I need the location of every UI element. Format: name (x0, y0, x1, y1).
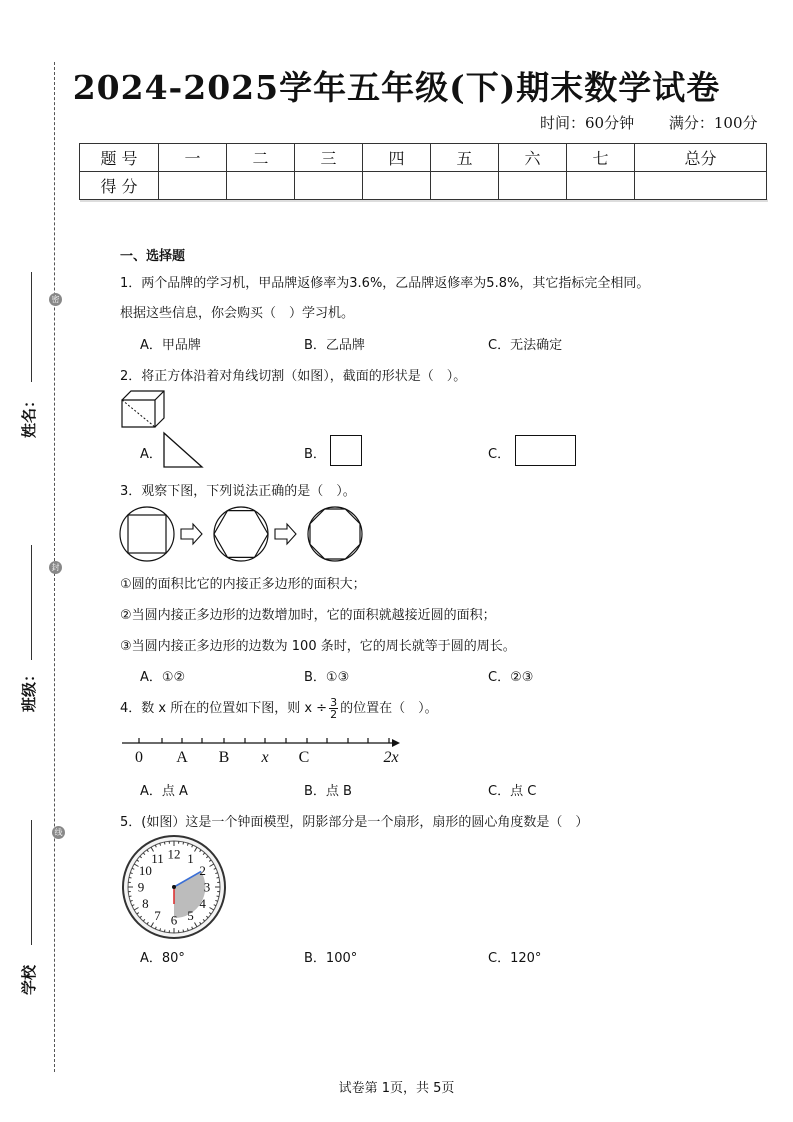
axis-label-x: x (261, 749, 269, 765)
triangle-shape (162, 431, 206, 469)
clock-tick (129, 877, 131, 878)
clock-number: 10 (138, 863, 152, 878)
arrow-right-icon (392, 739, 400, 747)
school-label: 学校 (20, 964, 38, 995)
name-underline (31, 272, 32, 382)
table-cell: 四 (363, 144, 431, 172)
table-cell: 一 (159, 144, 227, 172)
q1-stem-line1: 1．两个品牌的学习机，甲品牌返修率为3.6%，乙品牌返修率为5.8%，其它指标完全相同。 (120, 276, 650, 291)
class-underline (31, 545, 32, 660)
circle-2 (214, 507, 268, 561)
q3-stem: 3．观察下图，下列说法正确的是（ ）。 (120, 484, 356, 499)
q5-option-a[interactable]: A．80° (140, 951, 185, 966)
q1-stem-line2: 根据这些信息，你会购买（ ）学习机。 (120, 306, 355, 321)
page-footer: 试卷第 1页，共 5页 (338, 1081, 455, 1096)
table-cell: 六 (499, 144, 567, 172)
q4-option-c[interactable]: C．点 C (488, 784, 537, 799)
table-cell: 得 分 (80, 172, 159, 200)
q3-statement-2: ②当圆内接正多边形的边数增加时，它的面积就越接近圆的面积； (120, 608, 496, 623)
seal-xian: 线 (52, 826, 65, 839)
inscribed-polygons-figure (118, 505, 368, 563)
table-cell: 题 号 (80, 144, 159, 172)
clock-number: 8 (142, 896, 149, 911)
score-input-cell[interactable] (363, 172, 431, 200)
score-input-cell[interactable] (567, 172, 635, 200)
arrow-right-icon (275, 524, 296, 544)
clock-number: 11 (151, 850, 164, 866)
clock-tick (183, 842, 184, 844)
q4-stem-suffix: 的位置在（ ）。 (340, 701, 438, 716)
q3-option-a[interactable]: A．①② (140, 670, 186, 685)
score-input-cell[interactable] (295, 172, 363, 200)
school-underline (31, 820, 32, 945)
q3-statement-3: ③当圆内接正多边形的边数为 100 条时，它的周长就等于圆的周长。 (120, 639, 516, 654)
score-input-cell[interactable] (499, 172, 567, 200)
table-cell: 总分 (635, 144, 767, 172)
inscribed-square (128, 515, 166, 553)
name-label: 姓名： (20, 392, 38, 438)
axis-label-0: 0 (135, 749, 143, 765)
page-title: 2024-2025学年五年级(下)期末数学试卷 (72, 68, 721, 107)
inscribed-octagon (310, 509, 360, 559)
q2-option-a[interactable]: A． (140, 447, 162, 462)
clock-number: 5 (187, 908, 194, 924)
q4-option-a[interactable]: A．点 A (140, 784, 188, 799)
clock-face-figure (121, 834, 227, 940)
score-table-header-row (80, 144, 767, 172)
inscribed-hexagon (214, 511, 268, 558)
clock-number: 3 (203, 879, 211, 895)
table-cell: 三 (295, 144, 363, 172)
q2-option-b[interactable]: B． (304, 447, 326, 462)
q4-option-b[interactable]: B．点 B (304, 784, 352, 799)
score-table (79, 143, 767, 200)
seal-feng: 封 (49, 561, 62, 574)
clock-number: 12 (167, 846, 181, 862)
q5-stem: 5．(如图）这是一个钟面模型，阴影部分是一个扇形，扇形的圆心角度数是（ ） (120, 815, 589, 830)
clock-tick (129, 896, 131, 897)
q4-stem-prefix: 4．数 x 所在的位置如下图，则 x ÷ (120, 701, 328, 716)
class-label: 班级： (20, 666, 38, 712)
fraction (329, 697, 338, 720)
q3-option-c[interactable]: C．②③ (488, 670, 534, 685)
clock-number: 7 (154, 908, 161, 924)
clock-tick (164, 930, 165, 932)
table-cell: 五 (431, 144, 499, 172)
seal-mi: 密 (49, 293, 62, 306)
fraction-denominator: 2 (330, 708, 338, 721)
circle-3 (308, 507, 362, 561)
score-table-score-row (80, 172, 767, 200)
score-input-cell[interactable] (159, 172, 227, 200)
exam-full-score: 满分：100分 (668, 114, 758, 132)
q2-option-c[interactable]: C． (488, 447, 511, 462)
axis-label-c: C (298, 749, 310, 765)
section-heading: 一、选择题 (120, 249, 186, 264)
clock-tick (183, 930, 184, 932)
clock-number: 6 (170, 912, 178, 928)
clock-number: 2 (199, 863, 206, 878)
arrow-right-icon (181, 524, 202, 544)
score-input-cell[interactable] (431, 172, 499, 200)
clock-tick (217, 877, 219, 878)
q3-option-b[interactable]: B．①③ (304, 670, 350, 685)
number-line-figure (120, 733, 405, 765)
score-input-cell[interactable] (635, 172, 767, 200)
q5-option-c[interactable]: C．120° (488, 951, 542, 966)
q3-statement-1: ①圆的面积比它的内接正多边形的面积大； (120, 577, 366, 592)
cube-figure (119, 388, 167, 430)
q5-option-b[interactable]: B．100° (304, 951, 358, 966)
clock-tick (164, 842, 165, 844)
score-input-cell[interactable] (227, 172, 295, 200)
axis-label-b: B (218, 749, 230, 765)
axis-label-a: A (176, 749, 188, 765)
exam-meta (540, 112, 758, 133)
table-cell: 二 (227, 144, 295, 172)
fraction-numerator: 3 (330, 696, 338, 709)
clock-number: 1 (187, 850, 194, 866)
q1-option-b[interactable]: B．乙品牌 (304, 338, 365, 353)
table-cell: 七 (567, 144, 635, 172)
axis-label-2x: 2x (383, 749, 399, 765)
q4-stem (120, 697, 438, 720)
q1-option-a[interactable]: A．甲品牌 (140, 338, 201, 353)
clock-number: 4 (199, 896, 206, 911)
q2-stem: 2．将正方体沿着对角线切割（如图），截面的形状是（ ）。 (120, 369, 467, 384)
rectangle-shape (515, 435, 576, 466)
q1-option-c[interactable]: C．无法确定 (488, 338, 563, 353)
exam-time: 时间：60分钟 (540, 114, 635, 132)
square-shape (330, 435, 362, 466)
clock-number: 9 (137, 879, 145, 895)
clock-tick (217, 896, 219, 897)
